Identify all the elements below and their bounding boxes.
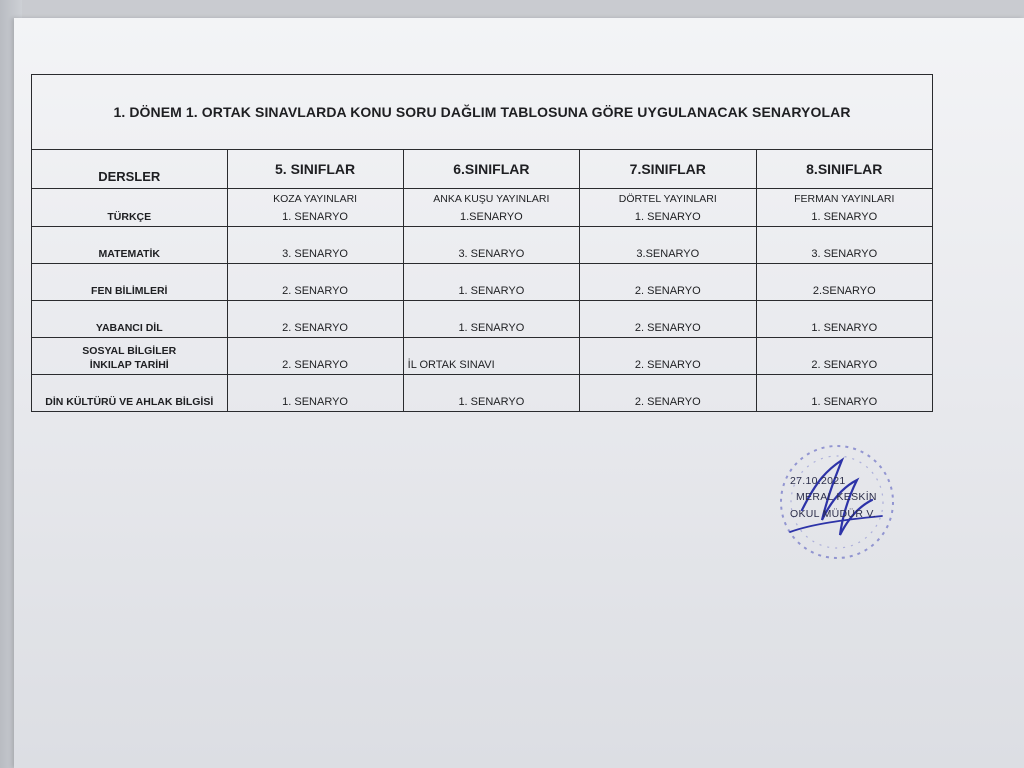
scenario-table (31, 74, 933, 412)
subjects-header: DERSLER (32, 150, 228, 189)
table-row-matematik (32, 227, 933, 264)
scenario-cell: 2. SENARYO (227, 301, 403, 338)
publisher-label: FERMAN YAYINLARI (794, 193, 895, 205)
table-title: 1. DÖNEM 1. ORTAK SINAVLARDA KONU SORU DAĞLIM TABLOSUNA GÖRE UYGULANACAK SENARYOLAR (32, 75, 933, 150)
grade-6-header: 6.SINIFLAR (403, 150, 579, 189)
scenario-cell: 3.SENARYO (580, 227, 756, 264)
signature-role: OKUL MÜDÜR V. (790, 508, 876, 520)
subject-line: SOSYAL BİLGİLER (82, 345, 177, 357)
scenario-cell: İL ORTAK SINAVI (403, 338, 579, 375)
scenario-cell: 3. SENARYO (403, 227, 579, 264)
scenario-cell: 2. SENARYO (580, 338, 756, 375)
scenario-cell (756, 189, 932, 227)
scenario-label: 1. SENARYO (282, 211, 348, 223)
grade-7-header: 7.SINIFLAR (580, 150, 756, 189)
header-row (32, 150, 933, 189)
subject-cell: DİN KÜLTÜRÜ VE AHLAK BİLGİSİ (32, 375, 228, 412)
signature-name: MERAL KESKİN (796, 491, 877, 503)
publisher-label: ANKA KUŞU YAYINLARI (433, 193, 550, 205)
scenario-cell: 2. SENARYO (756, 338, 932, 375)
scenario-label: 1. SENARYO (811, 211, 878, 223)
table-row-fen (32, 264, 933, 301)
scenario-cell: 2. SENARYO (227, 338, 403, 375)
scenario-label: 1. SENARYO (634, 211, 701, 223)
scenario-cell: 1. SENARYO (403, 264, 579, 301)
scenario-cell: 1. SENARYO (227, 375, 403, 412)
subject-line: İNKILAP TARİHİ (89, 359, 169, 371)
scenario-cell: 2. SENARYO (227, 264, 403, 301)
publisher-label: DÖRTEL YAYINLARI (618, 193, 717, 205)
subject-cell: TÜRKÇE (32, 189, 228, 227)
subject-cell: YABANCI DİL (32, 301, 228, 338)
scenario-cell: 1. SENARYO (756, 375, 932, 412)
table-row-turkce (32, 189, 933, 227)
signature-date: 27.10.2021 (790, 475, 846, 487)
scenario-cell (227, 189, 403, 227)
subject-cell: FEN BİLİMLERİ (32, 264, 228, 301)
scenario-cell: 1. SENARYO (403, 301, 579, 338)
publisher-label: KOZA YAYINLARI (273, 193, 358, 205)
scenario-cell (580, 189, 756, 227)
scenario-cell: 1. SENARYO (403, 375, 579, 412)
scenario-cell: 3. SENARYO (756, 227, 932, 264)
scenario-cell: 2. SENARYO (580, 375, 756, 412)
table-row-sosyal (32, 338, 933, 375)
scenario-cell (403, 189, 579, 227)
scenario-cell: 2. SENARYO (580, 264, 756, 301)
table-row-din-kulturu (32, 375, 933, 412)
scenario-cell: 1. SENARYO (756, 301, 932, 338)
grade-5-header: 5. SINIFLAR (227, 150, 403, 189)
subject-cell: MATEMATİK (32, 227, 228, 264)
scenario-cell: 3. SENARYO (227, 227, 403, 264)
table-row-yabanci-dil (32, 301, 933, 338)
subject-cell (32, 338, 228, 375)
scenario-cell: 2. SENARYO (580, 301, 756, 338)
scenario-cell: 2.SENARYO (756, 264, 932, 301)
grade-8-header: 8.SINIFLAR (756, 150, 932, 189)
scenario-label: 1.SENARYO (459, 211, 523, 223)
